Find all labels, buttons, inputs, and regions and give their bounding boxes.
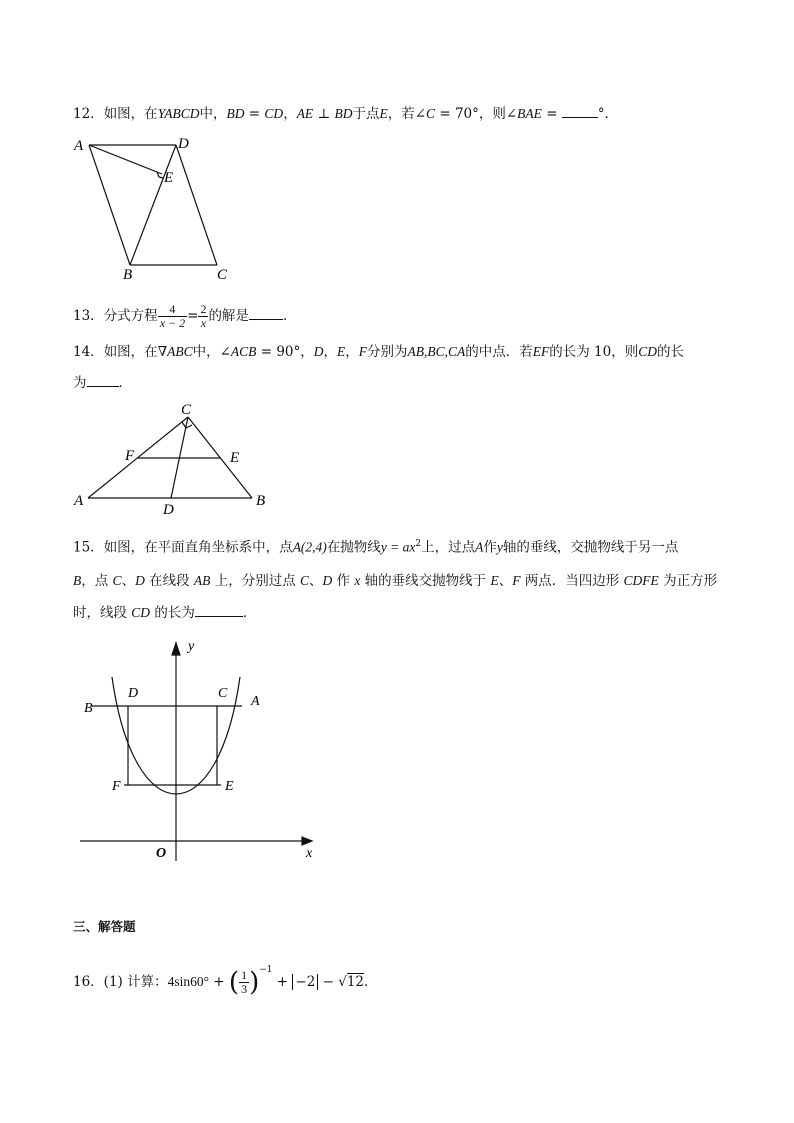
q14-text-15: 的长为 10，则 bbox=[549, 344, 639, 360]
q12-text-18: °． bbox=[597, 106, 619, 122]
q15-text-7: 作 bbox=[483, 539, 497, 556]
fraction-1 bbox=[158, 303, 187, 330]
vertex-label-A: A bbox=[74, 138, 84, 154]
q14-text-7: ， bbox=[323, 344, 338, 360]
sqrt-icon: √ bbox=[338, 974, 347, 990]
answer-blank[interactable] bbox=[87, 373, 119, 387]
q15-line-2 bbox=[73, 572, 717, 590]
q12-text-1: 如图，在 bbox=[103, 106, 158, 122]
absolute-value bbox=[292, 974, 318, 990]
q14-text-5: = 90°， bbox=[256, 344, 314, 360]
q15-end: ． bbox=[242, 605, 257, 621]
q14-text-3: 中， bbox=[192, 344, 220, 360]
q15-text-18: C bbox=[300, 573, 310, 588]
point-label-A: A bbox=[251, 694, 260, 709]
minus-sign: − bbox=[318, 974, 339, 990]
vertex-label-E: E bbox=[230, 450, 240, 466]
q12-text-8: AE bbox=[296, 106, 314, 121]
q12-text-3: 中， bbox=[199, 106, 227, 122]
q15-line-3 bbox=[73, 603, 256, 622]
vertex-label-D: D bbox=[178, 136, 189, 152]
equals-sign: = bbox=[187, 308, 199, 324]
point-label-B: B bbox=[84, 701, 93, 716]
q15-text-30: 时，线段 bbox=[73, 605, 132, 621]
q12-parallelogram-figure bbox=[70, 133, 240, 285]
sqrt-content: 12 bbox=[346, 974, 365, 990]
fraction-one-third bbox=[239, 969, 249, 996]
answer-blank[interactable] bbox=[249, 306, 283, 320]
vertex-label-B: B bbox=[123, 267, 133, 283]
vertex-label-C: C bbox=[181, 402, 192, 418]
q12-text-11: 于点 bbox=[352, 106, 380, 122]
q15-text-4: y = ax bbox=[380, 539, 416, 555]
fraction-denominator: 3 bbox=[241, 982, 248, 996]
q14-text-13: 的中点．若 bbox=[465, 344, 533, 360]
vertex-label-B: B bbox=[256, 493, 266, 509]
q15-text-32: 的长为 bbox=[150, 605, 195, 621]
q14-text-14: EF bbox=[532, 344, 550, 359]
q12-text-15: = 70°，则 bbox=[435, 106, 506, 122]
q15-text-13: 、 bbox=[121, 573, 136, 589]
q14-text-1: 如图，在 bbox=[103, 344, 158, 360]
q15-text-6: A bbox=[475, 539, 484, 555]
q12-text-5: = bbox=[244, 106, 265, 122]
q14-text-9: ， bbox=[345, 344, 359, 360]
fraction-numerator: 1 bbox=[241, 968, 248, 982]
q15-text-22: x bbox=[354, 573, 361, 588]
q14-text-12: AB,BC,CA bbox=[407, 344, 466, 359]
fraction-2-numerator: 2 bbox=[200, 302, 207, 316]
q15-number: 15． bbox=[73, 539, 104, 556]
q12-text-4: BD bbox=[226, 106, 245, 121]
vertex-label-D: D bbox=[163, 502, 174, 518]
absolute-value-content: −2 bbox=[295, 974, 316, 990]
q12-text-10: BD bbox=[334, 106, 353, 121]
q14-text-18: 为 bbox=[73, 375, 87, 391]
q15-text-2: A(2,4) bbox=[292, 539, 327, 555]
axis-label-y: y bbox=[188, 639, 195, 654]
fraction-1-numerator: 4 bbox=[158, 303, 187, 317]
q12-text-17: = bbox=[541, 106, 562, 122]
q14-line-2 bbox=[73, 373, 132, 392]
point-label-C: C bbox=[218, 686, 228, 701]
q15-text-11: ，点 bbox=[81, 573, 113, 589]
axis-label-x: x bbox=[306, 846, 313, 861]
q12-text-9: ⊥ bbox=[313, 106, 335, 122]
q15-text-24: E bbox=[490, 573, 499, 588]
q14-text-16: CD bbox=[638, 344, 658, 359]
plus-sign: + bbox=[209, 974, 229, 990]
q15-text-19: 、 bbox=[309, 573, 323, 589]
origin-label: O bbox=[156, 846, 167, 861]
q14-text-2: ∇ABC bbox=[157, 344, 193, 359]
q14-number: 14． bbox=[73, 344, 104, 360]
q13-text-1: 分式方程 bbox=[103, 308, 158, 324]
vertex-label-A: A bbox=[74, 493, 84, 509]
q13-number: 13． bbox=[73, 308, 104, 324]
q15-text-14: D bbox=[135, 573, 145, 588]
q13-text-2: 的解是 bbox=[208, 308, 249, 324]
q12-text-16: ∠BAE bbox=[505, 106, 542, 121]
q13-end: ． bbox=[282, 308, 297, 324]
q15-text-5: 上，过点 bbox=[421, 539, 476, 556]
q12-text-14: ∠C bbox=[414, 106, 436, 121]
q15-text-8: y bbox=[496, 539, 503, 555]
q12-text-7: ， bbox=[283, 106, 297, 122]
q14-text-17: 的长 bbox=[657, 344, 685, 360]
parallelogram-symbol: Y bbox=[157, 106, 165, 121]
q15-text-27: 两点．当四边形 bbox=[520, 573, 624, 589]
q15-text-25: 、 bbox=[498, 573, 513, 589]
q16-term-1: 4sin60° bbox=[167, 974, 209, 989]
exponent: −1 bbox=[259, 965, 273, 975]
answer-blank[interactable] bbox=[562, 104, 598, 118]
q15-text-10: B bbox=[73, 573, 82, 588]
q16-label: 16．(1) 计算： bbox=[73, 974, 168, 990]
left-paren: ( bbox=[228, 967, 240, 998]
q12-text-13: ，若 bbox=[387, 106, 415, 122]
q15-text-9: 轴的垂线，交抛物线于另一点 bbox=[502, 539, 679, 556]
fraction-2 bbox=[198, 303, 208, 330]
q12-text-12: E bbox=[379, 106, 388, 121]
point-label-F: F bbox=[112, 779, 121, 794]
q15-text-1: 如图，在平面直角坐标系中，点 bbox=[103, 539, 293, 556]
q14-end: ． bbox=[118, 375, 132, 391]
q14-text-8: E bbox=[337, 344, 346, 359]
q14-text-10: F bbox=[358, 344, 368, 359]
q15-text-28: CDFE bbox=[623, 573, 659, 588]
q14-triangle-figure bbox=[70, 398, 280, 518]
q15-text-15: 在线段 bbox=[144, 573, 194, 589]
q15-line-1 bbox=[73, 535, 678, 557]
q16-text bbox=[73, 953, 378, 1000]
plus-sign: + bbox=[272, 974, 293, 990]
q15-text-17: 上，分别过点 bbox=[210, 573, 300, 589]
q14-text-11: 分别为 bbox=[367, 344, 408, 360]
q15-text-12: C bbox=[112, 573, 122, 588]
vertex-label-F: F bbox=[125, 448, 135, 464]
q12-text-6: CD bbox=[264, 106, 284, 121]
right-paren: ) bbox=[249, 967, 260, 998]
q15-text-16: AB bbox=[193, 573, 211, 588]
q13-text bbox=[73, 301, 296, 331]
q14-text-4: ∠ACB bbox=[219, 344, 257, 359]
q15-text-3: 在抛物线 bbox=[326, 539, 381, 556]
q15-text-23: 轴的垂线交抛物线于 bbox=[360, 573, 491, 589]
q14-text-6: D bbox=[313, 344, 324, 359]
fraction-1-denominator: x − 2 bbox=[159, 316, 186, 330]
q16-end: ． bbox=[364, 974, 378, 990]
q12-text bbox=[73, 104, 618, 123]
vertex-label-E: E bbox=[164, 170, 174, 186]
point-label-E: E bbox=[225, 779, 234, 794]
q12-text-2: ABCD bbox=[164, 106, 200, 121]
q15-parabola-figure bbox=[74, 633, 324, 865]
section-heading: 三、解答题 bbox=[73, 919, 136, 934]
fraction-2-denominator: x bbox=[200, 316, 207, 330]
q15-text-21: 作 bbox=[332, 573, 355, 589]
q15-text-29: 为正方形 bbox=[658, 573, 718, 589]
answer-blank[interactable] bbox=[195, 603, 243, 617]
vertex-label-C: C bbox=[217, 267, 228, 283]
q14-line-1 bbox=[73, 343, 684, 361]
q12-number: 12． bbox=[73, 106, 104, 122]
q15-text-26: F bbox=[512, 573, 521, 588]
q15-text-31: CD bbox=[131, 605, 151, 620]
point-label-D: D bbox=[128, 686, 139, 701]
q15-text-20: D bbox=[322, 573, 333, 588]
exponent: 2 bbox=[415, 539, 422, 549]
